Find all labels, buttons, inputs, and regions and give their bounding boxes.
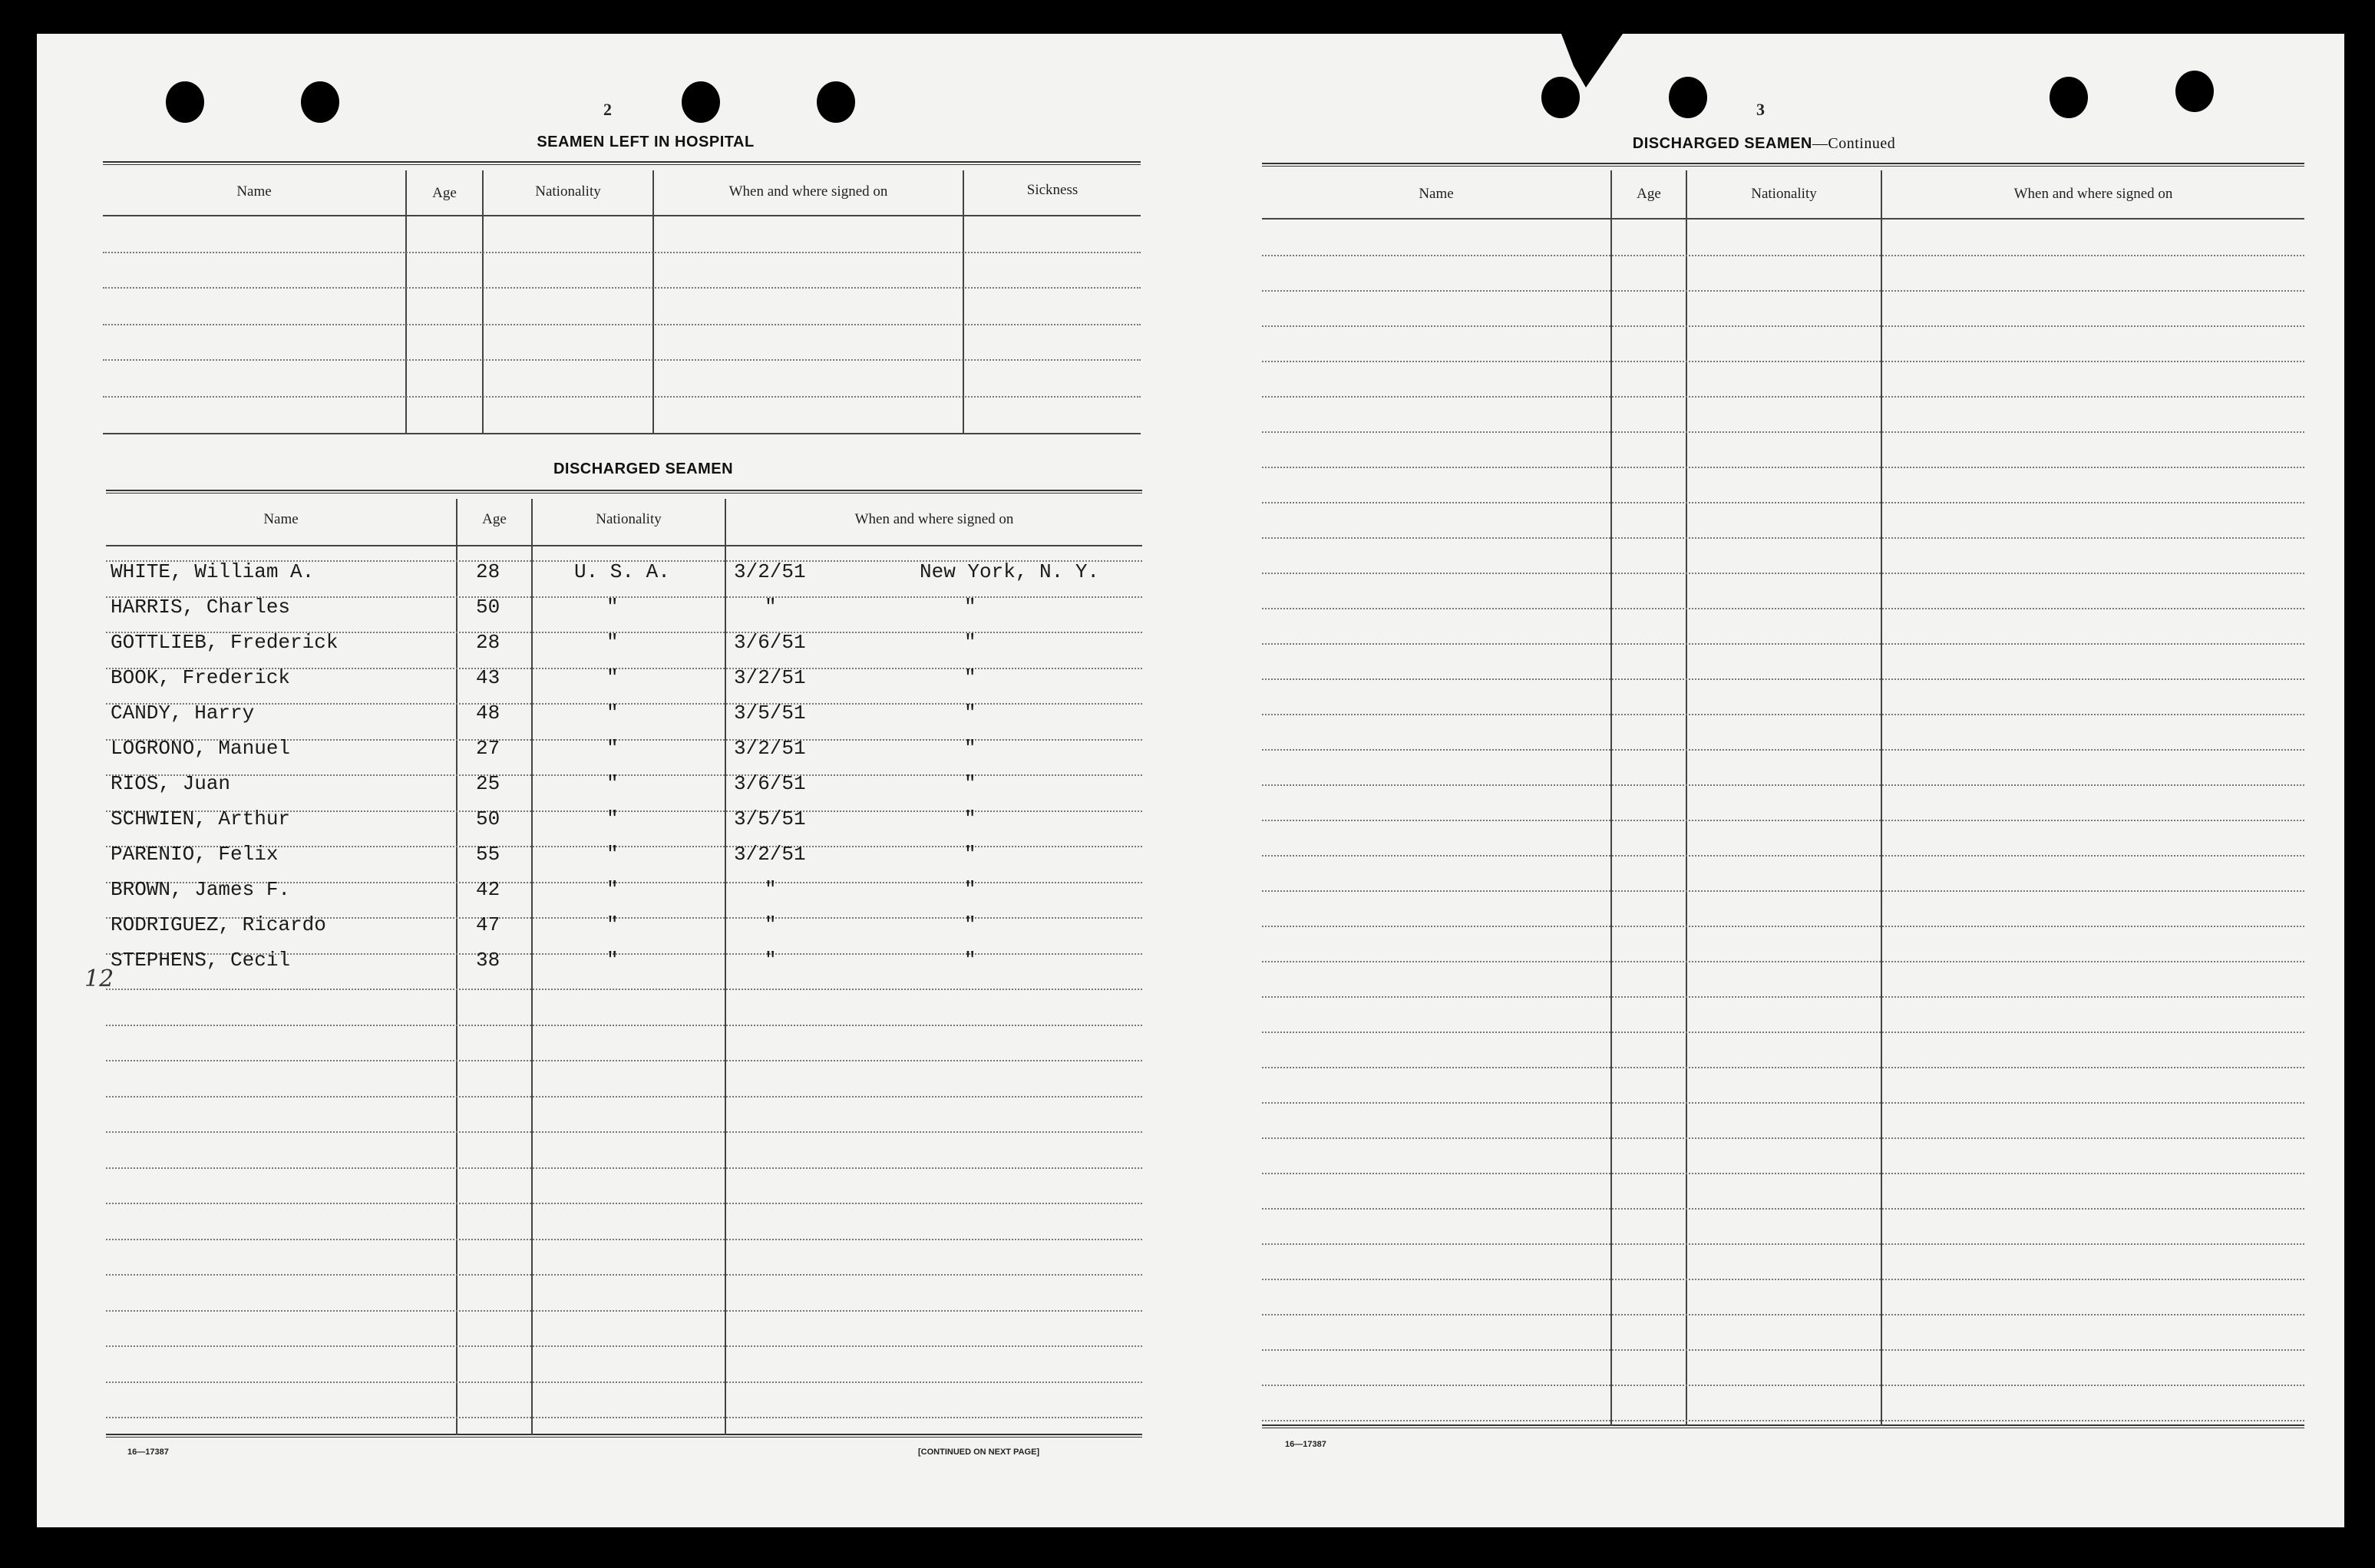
cell-name: GOTTLIEB, Frederick	[111, 631, 339, 654]
row-line	[106, 1131, 1142, 1133]
cell-place: "	[964, 878, 976, 901]
cell-date: 3/6/51	[734, 631, 806, 654]
cell-date: 3/2/51	[734, 560, 806, 583]
cell-date: 3/2/51	[734, 666, 806, 689]
hospital-col-divider	[963, 170, 964, 434]
row-line	[1262, 1208, 2304, 1210]
right-header-age: Age	[1637, 186, 1661, 202]
cell-date: 3/6/51	[734, 772, 806, 795]
row-line	[1262, 714, 2304, 715]
hospital-header-sickness: Sickness	[1026, 182, 1078, 198]
row-line	[1262, 855, 2304, 857]
cell-nationality: "	[606, 701, 619, 725]
row-line	[1262, 1385, 2304, 1386]
hospital-header-signed: When and where signed on	[728, 183, 888, 200]
cell-nationality: "	[606, 772, 619, 795]
cell-date: 3/2/51	[734, 737, 806, 760]
row-line	[106, 703, 1142, 705]
hospital-top-rule	[103, 161, 1141, 165]
cell-name: HARRIS, Charles	[111, 596, 291, 619]
row-line	[1262, 1032, 2304, 1033]
hospital-section-title: SEAMEN LEFT IN HOSPITAL	[537, 134, 755, 150]
row-line	[1262, 1102, 2304, 1104]
row-line	[106, 1167, 1142, 1169]
cell-place: "	[964, 843, 976, 866]
cell-age: 43	[476, 666, 500, 689]
cell-nationality: "	[606, 807, 619, 830]
row-line	[1262, 890, 2304, 892]
cell-age: 28	[476, 560, 500, 583]
row-line	[1262, 678, 2304, 680]
cell-name: RODRIGUEZ, Ricardo	[111, 913, 326, 936]
cell-nationality: "	[606, 949, 619, 972]
cell-age: 47	[476, 913, 500, 936]
right-col-divider	[1881, 170, 1882, 1426]
right-top-rule	[1262, 163, 2304, 167]
continued-title-main: DISCHARGED SEAMEN	[1632, 135, 1812, 152]
cell-nationality: "	[606, 913, 619, 936]
cell-name: PARENIO, Felix	[111, 843, 279, 866]
cell-nationality: "	[606, 878, 619, 901]
row-line	[1262, 290, 2304, 292]
row-line	[1262, 643, 2304, 645]
document-sheet	[37, 34, 2344, 1527]
cell-age: 50	[476, 807, 500, 830]
right-bottom-rule	[1262, 1424, 2304, 1428]
cell-place: "	[964, 807, 976, 830]
cell-place: "	[964, 701, 976, 725]
page-number-left: 2	[603, 100, 612, 119]
right-col-divider	[1610, 170, 1612, 1426]
row-line	[106, 1417, 1142, 1418]
hospital-header-nationality: Nationality	[535, 183, 601, 200]
row-line	[1262, 749, 2304, 751]
cell-place: "	[964, 631, 976, 654]
cell-date: "	[765, 949, 777, 972]
cell-age: 48	[476, 701, 500, 725]
row-line	[1262, 396, 2304, 398]
hospital-row-line	[103, 396, 1141, 398]
cell-nationality: "	[606, 596, 619, 619]
right-header-signed: When and where signed on	[2013, 186, 2173, 202]
row-line	[1262, 1314, 2304, 1315]
cell-place: "	[964, 772, 976, 795]
discharged-header-age: Age	[482, 511, 507, 527]
discharged-header-rule	[106, 545, 1142, 546]
right-col-divider	[1686, 170, 1687, 1426]
hospital-row-line	[103, 359, 1141, 361]
cell-age: 50	[476, 596, 500, 619]
row-line	[106, 1239, 1142, 1240]
row-line	[1262, 996, 2304, 998]
cell-name: LOGRONO, Manuel	[111, 737, 291, 760]
row-line	[1262, 573, 2304, 574]
form-number-left: 16—17387	[127, 1448, 169, 1457]
cell-nationality: "	[606, 631, 619, 654]
punch-hole	[1669, 77, 1707, 118]
punch-hole	[817, 81, 855, 123]
row-line	[1262, 325, 2304, 327]
cell-name: RIOS, Juan	[111, 772, 231, 795]
discharged-header-name: Name	[263, 511, 299, 527]
row-line	[106, 1025, 1142, 1026]
row-line	[1262, 820, 2304, 821]
cell-age: 28	[476, 631, 500, 654]
punch-hole	[301, 81, 339, 123]
cell-date: 3/5/51	[734, 701, 806, 725]
row-line	[106, 989, 1142, 990]
hospital-header-age: Age	[432, 185, 457, 201]
row-line	[106, 1381, 1142, 1383]
discharged-col-divider	[725, 499, 726, 1435]
row-line	[106, 1203, 1142, 1204]
continued-section-title	[1495, 135, 2033, 153]
cell-age: 55	[476, 843, 500, 866]
hospital-row-line	[103, 252, 1141, 253]
cell-age: 25	[476, 772, 500, 795]
discharged-header-signed: When and where signed on	[854, 511, 1014, 527]
form-number-right: 16—17387	[1285, 1440, 1326, 1449]
cell-date: "	[765, 596, 777, 619]
discharged-col-divider	[456, 499, 457, 1435]
row-line	[106, 1310, 1142, 1312]
hospital-row-line	[103, 287, 1141, 289]
discharged-top-rule	[106, 490, 1142, 494]
hospital-header-name: Name	[236, 183, 272, 200]
punch-hole	[166, 81, 204, 123]
cell-name: CANDY, Harry	[111, 701, 255, 725]
row-line	[1262, 784, 2304, 786]
cell-nationality: "	[606, 666, 619, 689]
cell-place: "	[964, 913, 976, 936]
cell-place: New York, N. Y.	[920, 560, 1100, 583]
cell-date: "	[765, 913, 777, 936]
row-line	[1262, 961, 2304, 962]
hospital-row-line	[103, 324, 1141, 325]
cell-name: BOOK, Frederick	[111, 666, 291, 689]
row-line	[1262, 255, 2304, 256]
page-number-right: 3	[1756, 100, 1765, 119]
row-line	[1262, 1279, 2304, 1280]
hospital-col-divider	[482, 170, 484, 434]
punch-hole	[682, 81, 720, 123]
right-header-name: Name	[1419, 186, 1454, 202]
right-header-rule	[1262, 218, 2304, 220]
discharged-bottom-rule	[106, 1434, 1142, 1438]
cell-date: "	[765, 878, 777, 901]
cell-name: SCHWIEN, Arthur	[111, 807, 291, 830]
row-line	[1262, 502, 2304, 503]
cell-date: 3/2/51	[734, 843, 806, 866]
cell-nationality: "	[606, 737, 619, 760]
cell-name: BROWN, James F.	[111, 878, 291, 901]
handwritten-count: 12	[84, 966, 114, 992]
row-line	[1262, 1173, 2304, 1174]
cell-place: "	[964, 596, 976, 619]
row-line	[1262, 1137, 2304, 1139]
cell-place: "	[964, 737, 976, 760]
row-line	[1262, 1067, 2304, 1068]
cell-name: STEPHENS, Cecil	[111, 949, 291, 972]
cell-age: 27	[476, 737, 500, 760]
cell-date: 3/5/51	[734, 807, 806, 830]
cell-nationality: U. S. A.	[574, 560, 670, 583]
row-line	[1262, 431, 2304, 433]
row-line	[106, 774, 1142, 776]
discharged-section-title: DISCHARGED SEAMEN	[553, 460, 734, 477]
continued-note: [CONTINUED ON NEXT PAGE]	[918, 1448, 1040, 1457]
row-line	[106, 1096, 1142, 1098]
punch-hole	[1541, 77, 1580, 118]
cell-age: 38	[476, 949, 500, 972]
punch-hole	[2175, 71, 2214, 112]
right-header-nationality: Nationality	[1751, 186, 1817, 202]
discharged-header-nationality: Nationality	[596, 511, 662, 527]
discharged-col-divider	[531, 499, 533, 1435]
row-line	[1262, 1349, 2304, 1351]
hospital-bottom-rule	[103, 433, 1141, 434]
cell-name: WHITE, William A.	[111, 560, 315, 583]
hospital-col-divider	[652, 170, 654, 434]
cell-age: 42	[476, 878, 500, 901]
cell-nationality: "	[606, 843, 619, 866]
row-line	[106, 1060, 1142, 1061]
row-line	[1262, 467, 2304, 468]
row-line	[1262, 1420, 2304, 1421]
row-line	[1262, 537, 2304, 539]
row-line	[1262, 1243, 2304, 1245]
row-line	[1262, 608, 2304, 609]
row-line	[1262, 361, 2304, 362]
row-line	[106, 1345, 1142, 1347]
cell-place: "	[964, 949, 976, 972]
cell-place: "	[964, 666, 976, 689]
continued-title-suffix: —Continued	[1812, 135, 1896, 152]
row-line	[106, 1274, 1142, 1276]
punch-hole	[2050, 77, 2088, 118]
hospital-header-rule	[103, 215, 1141, 216]
row-line	[1262, 926, 2304, 927]
hospital-col-divider	[405, 170, 407, 434]
